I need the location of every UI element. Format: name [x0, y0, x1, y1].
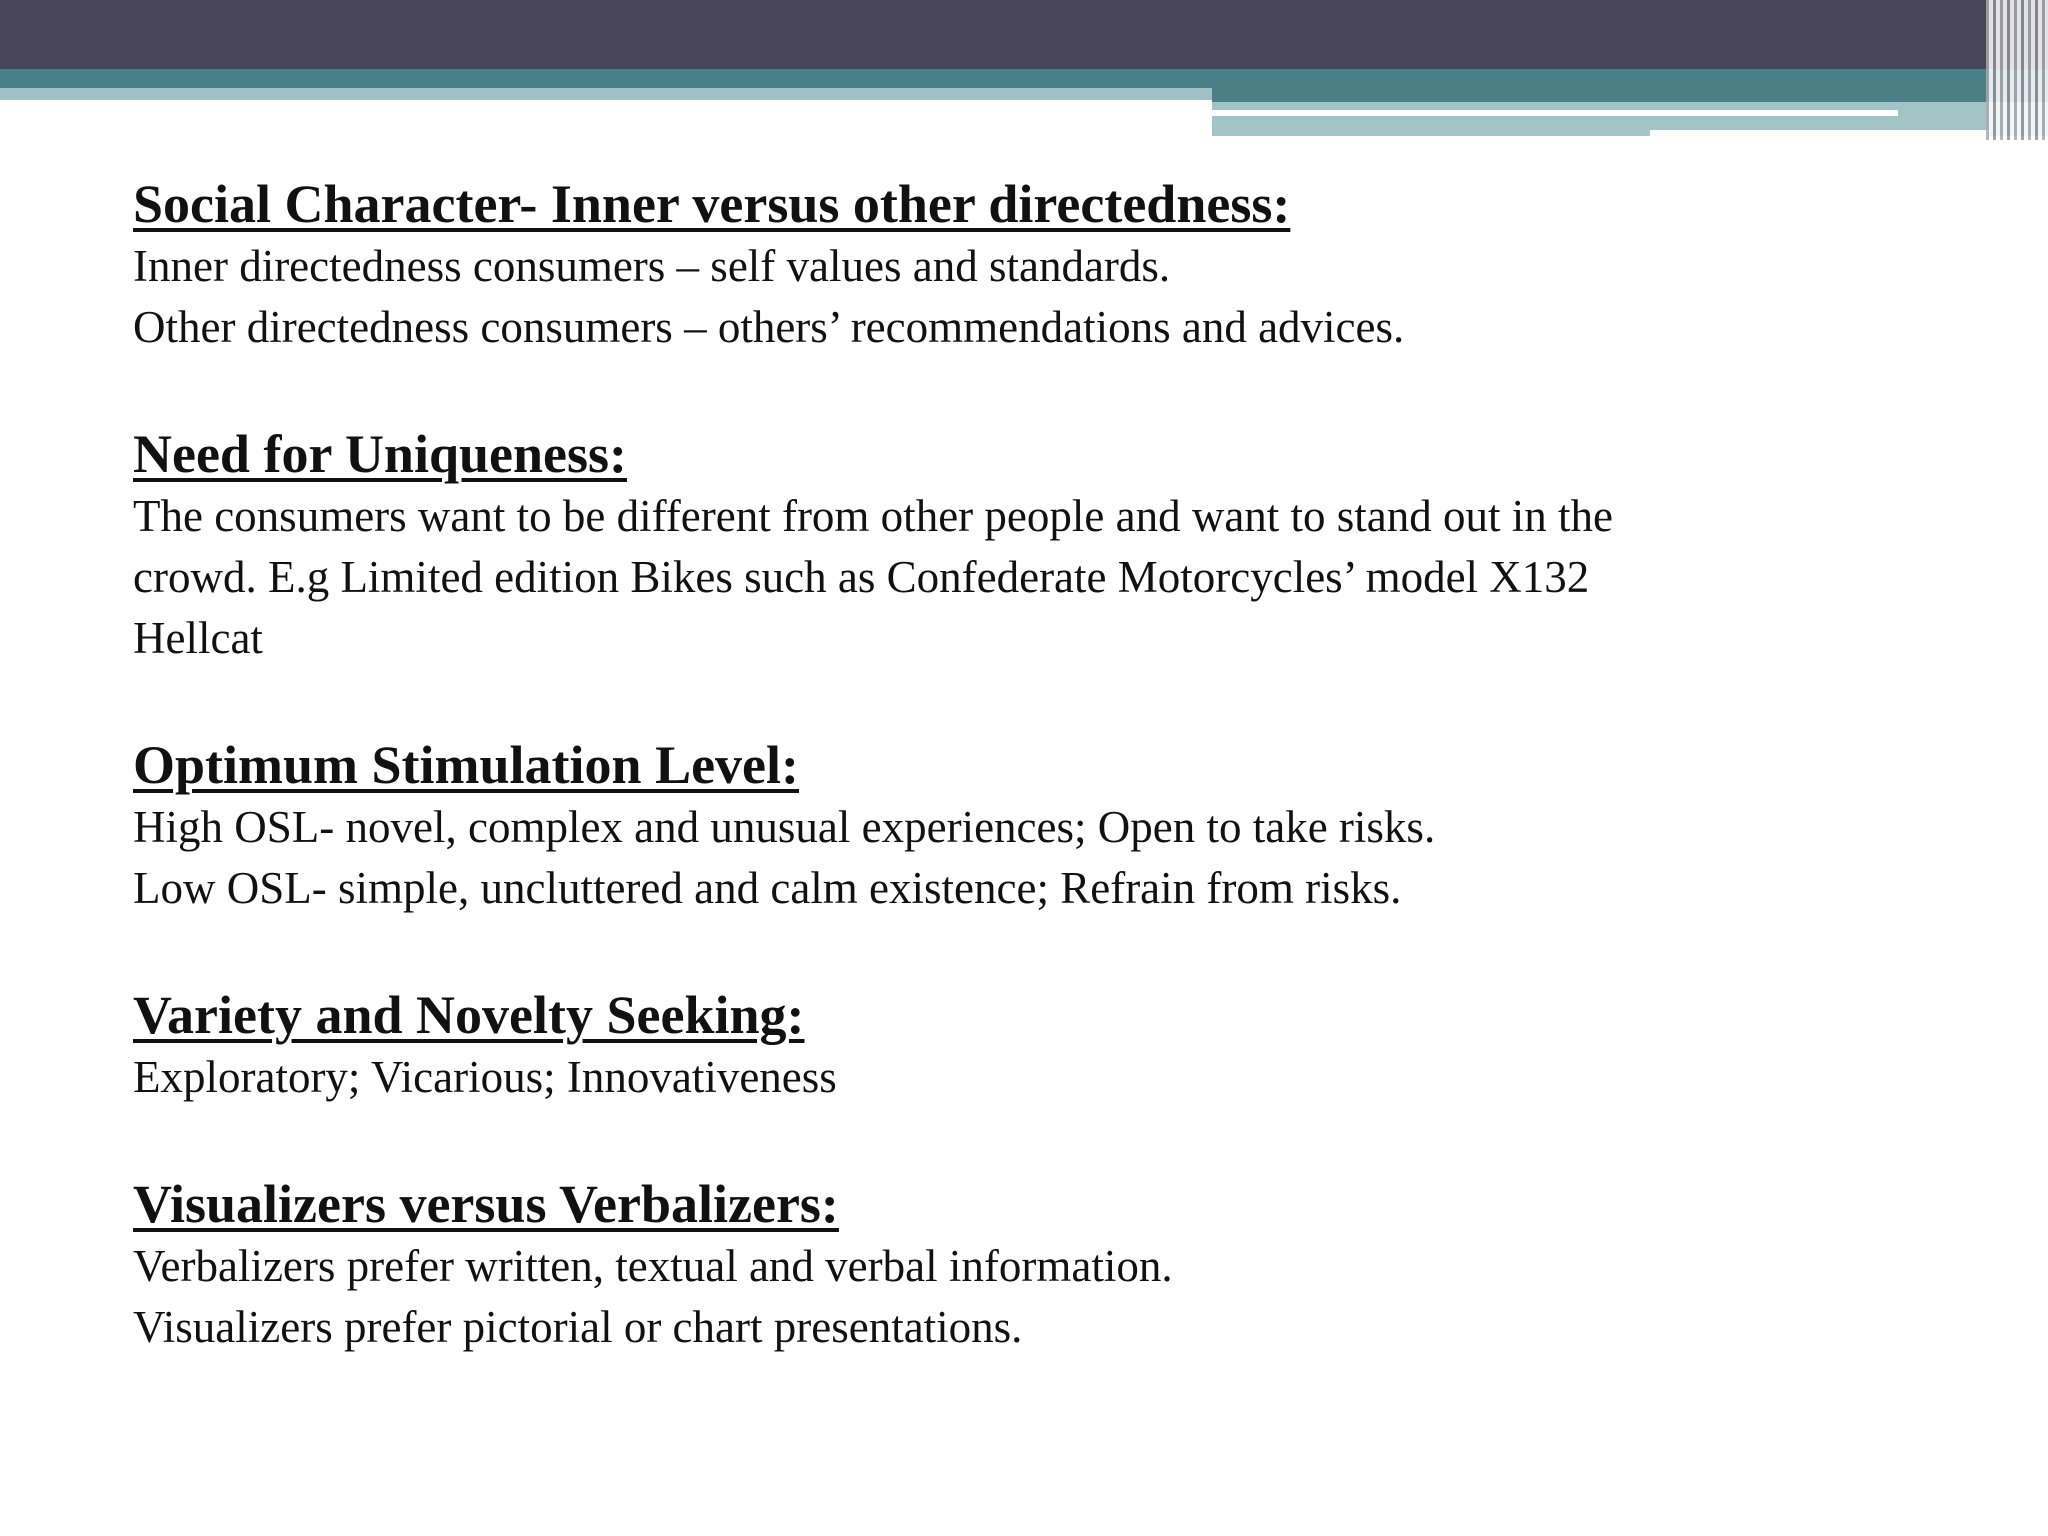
slide-content — [133, 172, 1933, 1422]
section-need-for-uniqueness — [133, 422, 1933, 669]
section-heading: Need for Uniqueness: — [133, 424, 628, 484]
section-heading: Social Character- Inner versus other directedness: — [133, 174, 1291, 234]
header-light-bar-left — [0, 88, 1212, 100]
header-teal-bar-right — [1212, 88, 2048, 102]
section-text-line: The consumers want to be different from other people and want to stand out in the — [133, 491, 1614, 541]
header-accent-line — [1212, 110, 1898, 116]
section-heading: Optimum Stimulation Level: — [133, 735, 800, 795]
section-heading: Visualizers versus Verbalizers: — [133, 1174, 839, 1234]
section-text-line: Verbalizers prefer written, textual and verbal information. — [133, 1241, 1173, 1291]
header-dark-bar — [0, 0, 2048, 69]
section-text-line: crowd. E.g Limited edition Bikes such as Confederate Motorcycles’ model X132 — [133, 552, 1590, 602]
section-text-line: High OSL- novel, complex and unusual experiences; Open to take risks. — [133, 802, 1436, 852]
section-text-line: Hellcat — [133, 613, 263, 663]
header-stripes-decoration — [1986, 0, 2048, 140]
section-text-line: Low OSL- simple, uncluttered and calm existence; Refrain from risks. — [133, 863, 1402, 913]
section-social-character — [133, 172, 1933, 358]
section-text-line: Visualizers prefer pictorial or chart presentations. — [133, 1302, 1023, 1352]
header-teal-bar — [0, 69, 2048, 88]
section-visualizers-verbalizers — [133, 1172, 1933, 1358]
section-heading: Variety and Novelty Seeking: — [133, 985, 805, 1045]
section-text-line: Exploratory; Vicarious; Innovativeness — [133, 1052, 837, 1102]
section-optimum-stimulation-level — [133, 733, 1933, 919]
section-text-line: Other directedness consumers – others’ recommendations and advices. — [133, 302, 1405, 352]
section-variety-novelty-seeking — [133, 983, 1933, 1108]
section-text-line: Inner directedness consumers – self values and standards. — [133, 241, 1171, 291]
header-accent-line-short — [1650, 130, 1990, 136]
